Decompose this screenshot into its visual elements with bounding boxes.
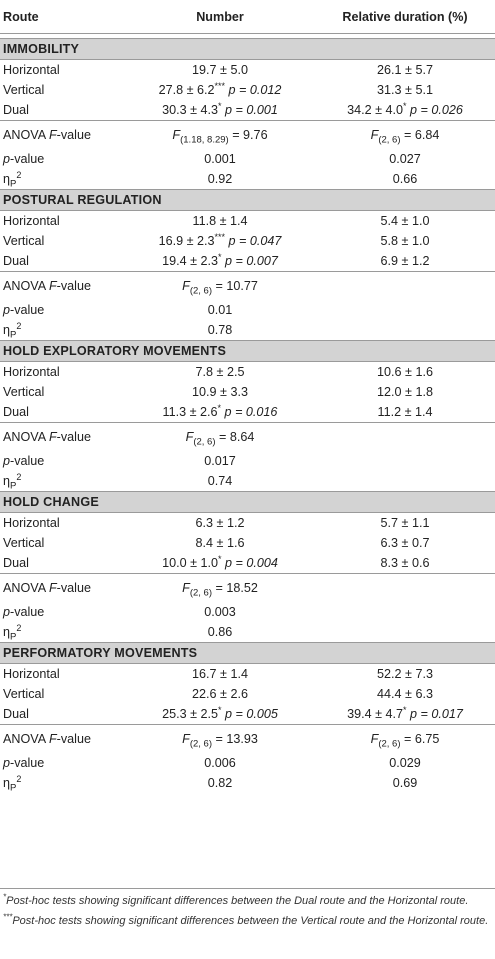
section-title: HOLD EXPLORATORY MOVEMENTS [0, 341, 495, 362]
table-row [0, 251, 495, 272]
eta-duration: 0.69 [392, 776, 418, 790]
cell-duration: 34.2 ± 4.0* p = 0.026 [347, 100, 463, 117]
row-label: Vertical [3, 687, 45, 701]
anova-duration [315, 272, 495, 301]
cell-number: 19.4 ± 2.3* p = 0.007 [162, 251, 278, 268]
eta-row [0, 471, 495, 492]
anova-duration: $F_{(2, 6)} = 6.75$ [315, 725, 495, 754]
pvalue-number: 0.003 [204, 605, 236, 619]
table-footnotes [0, 888, 495, 934]
footnote-vertical: ***Post-hoc tests showing significant differences between the Vertical route and the Horizontal route. [3, 912, 489, 927]
cell-number: 11.8 ± 1.4 [192, 214, 248, 228]
anova-row [0, 574, 495, 603]
cell-number: 25.3 ± 2.5* p = 0.005 [162, 704, 278, 721]
table-row [0, 513, 495, 534]
footnote-dual: *Post-hoc tests showing significant differences between the Dual route and the Horizontal route. [3, 892, 469, 907]
pvalue-label: p-value [3, 756, 45, 770]
row-label: Vertical [3, 234, 45, 248]
table-row [0, 362, 495, 383]
pvalue-row [0, 300, 495, 320]
table-row [0, 231, 495, 251]
anova-number: $F_{(2, 6)} = 13.93$ [125, 725, 315, 754]
pvalue-number: 0.01 [207, 303, 233, 317]
header-route: Route [0, 0, 125, 34]
cell-duration: 6.3 ± 0.7 [380, 536, 430, 550]
table-row [0, 211, 495, 232]
row-label: Horizontal [3, 63, 60, 77]
row-label: Horizontal [3, 667, 60, 681]
eta-row [0, 622, 495, 643]
pvalue-label: p-value [3, 454, 45, 468]
eta-label: $\eta_P^2$ [3, 169, 22, 190]
row-label: Horizontal [3, 214, 60, 228]
table-row [0, 684, 495, 704]
eta-number: 0.74 [207, 474, 233, 488]
cell-duration: 10.6 ± 1.6 [377, 365, 433, 379]
anova-row [0, 272, 495, 301]
eta-label: $\eta_P^2$ [3, 622, 22, 643]
eta-duration [315, 320, 495, 341]
cell-number: 8.4 ± 1.6 [195, 536, 245, 550]
row-label: Vertical [3, 385, 45, 399]
pvalue-label: p-value [3, 303, 45, 317]
row-label: Dual [3, 707, 29, 721]
eta-label: $\eta_P^2$ [3, 320, 22, 341]
eta-label: $\eta_P^2$ [3, 773, 22, 794]
anova-duration [315, 574, 495, 603]
anova-number: $F_{(2, 6)} = 10.77$ [125, 272, 315, 301]
cell-number: 27.8 ± 6.2*** p = 0.012 [158, 80, 282, 97]
cell-number: 10.0 ± 1.0* p = 0.004 [162, 553, 278, 570]
eta-number: 0.82 [207, 776, 233, 790]
section-title: IMMOBILITY [0, 39, 495, 60]
anova-row [0, 725, 495, 754]
cell-number: 6.3 ± 1.2 [195, 516, 245, 530]
row-label: Vertical [3, 536, 45, 550]
cell-duration: 52.2 ± 7.3 [377, 667, 433, 681]
cell-duration: 6.9 ± 1.2 [380, 254, 430, 268]
anova-number: $F_{(2, 6)} = 18.52$ [125, 574, 315, 603]
table-row [0, 100, 495, 121]
eta-duration [315, 471, 495, 492]
cell-duration: 5.7 ± 1.1 [380, 516, 430, 530]
row-label: Horizontal [3, 365, 60, 379]
cell-duration: 44.4 ± 6.3 [377, 687, 433, 701]
row-label: Dual [3, 405, 29, 419]
cell-duration: 31.3 ± 5.1 [377, 83, 433, 97]
eta-row [0, 320, 495, 341]
eta-number: 0.92 [207, 172, 233, 186]
header-number: Number [125, 0, 315, 34]
pvalue-label: p-value [3, 152, 45, 166]
cell-duration: 26.1 ± 5.7 [377, 63, 433, 77]
pvalue-number: 0.006 [204, 756, 236, 770]
section-performatory [0, 643, 495, 664]
pvalue-duration [315, 451, 495, 471]
eta-number: 0.78 [207, 323, 233, 337]
cell-duration: 8.3 ± 0.6 [380, 556, 430, 570]
anova-label: ANOVA F-value [0, 272, 125, 301]
anova-duration: $F_{(2, 6)} = 6.84$ [315, 121, 495, 150]
cell-duration: 5.8 ± 1.0 [380, 234, 430, 248]
table-row [0, 553, 495, 574]
table-row [0, 80, 495, 100]
anova-label: ANOVA F-value [0, 574, 125, 603]
cell-number: 10.9 ± 3.3 [192, 385, 248, 399]
eta-number: 0.86 [207, 625, 233, 639]
pvalue-row [0, 753, 495, 773]
anova-row [0, 423, 495, 452]
eta-label: $\eta_P^2$ [3, 471, 22, 492]
table-row [0, 664, 495, 685]
section-postural-regulation [0, 190, 495, 211]
table-row [0, 533, 495, 553]
cell-number: 7.8 ± 2.5 [195, 365, 245, 379]
pvalue-label: p-value [3, 605, 45, 619]
cell-duration: 5.4 ± 1.0 [380, 214, 430, 228]
cell-number: 30.3 ± 4.3* p = 0.001 [162, 100, 278, 117]
cell-duration: 39.4 ± 4.7* p = 0.017 [347, 704, 463, 721]
eta-row [0, 773, 495, 793]
pvalue-duration [315, 300, 495, 320]
section-title: HOLD CHANGE [0, 492, 495, 513]
anova-label: ANOVA F-value [0, 423, 125, 452]
anova-duration [315, 423, 495, 452]
table-row [0, 60, 495, 81]
table-row [0, 704, 495, 725]
pvalue-row [0, 451, 495, 471]
pvalue-number: 0.017 [204, 454, 236, 468]
table-row [0, 402, 495, 423]
pvalue-duration: 0.029 [389, 756, 421, 770]
anova-label: ANOVA F-value [0, 121, 125, 150]
section-hold-exploratory [0, 341, 495, 362]
cell-number: 16.7 ± 1.4 [192, 667, 248, 681]
cell-number: 11.3 ± 2.6* p = 0.016 [162, 402, 278, 419]
anova-number: $F_{(2, 6)} = 8.64$ [125, 423, 315, 452]
section-title: PERFORMATORY MOVEMENTS [0, 643, 495, 664]
row-label: Dual [3, 254, 29, 268]
section-immobility [0, 39, 495, 60]
cell-duration: 11.2 ± 1.4 [377, 405, 433, 419]
anova-label: ANOVA F-value [0, 725, 125, 754]
anova-row [0, 121, 495, 150]
cell-number: 22.6 ± 2.6 [192, 687, 248, 701]
cell-duration: 12.0 ± 1.8 [377, 385, 433, 399]
cell-number: 19.7 ± 5.0 [192, 63, 248, 77]
row-label: Horizontal [3, 516, 60, 530]
pvalue-row [0, 149, 495, 169]
row-label: Vertical [3, 83, 45, 97]
header-duration: Relative duration (%) [315, 0, 495, 34]
anova-number: $F_{(1.18, 8.29)} = 9.76$ [125, 121, 315, 150]
table-header [0, 0, 495, 34]
pvalue-duration [315, 602, 495, 622]
eta-duration: 0.66 [392, 172, 418, 186]
row-label: Dual [3, 556, 29, 570]
eta-row [0, 169, 495, 190]
pvalue-number: 0.001 [204, 152, 236, 166]
row-label: Dual [3, 103, 29, 117]
pvalue-row [0, 602, 495, 622]
cell-number: 16.9 ± 2.3*** p = 0.047 [158, 231, 282, 248]
section-title: POSTURAL REGULATION [0, 190, 495, 211]
table-row [0, 382, 495, 402]
pvalue-duration: 0.027 [389, 152, 421, 166]
eta-duration [315, 622, 495, 643]
section-hold-change [0, 492, 495, 513]
